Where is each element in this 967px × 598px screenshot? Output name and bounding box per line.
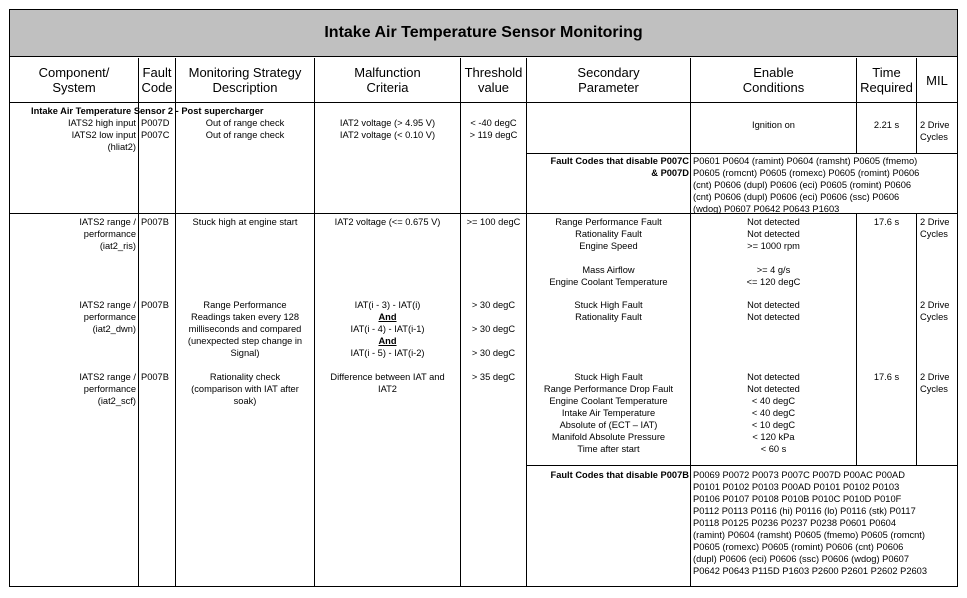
- secondary-text: Time after start: [577, 444, 640, 454]
- disable-codes: P0605 (romcnt) P0605 (romexc) P0605 (romint) P0606: [693, 168, 920, 178]
- secondary-text: Engine Coolant Temperature: [549, 277, 668, 287]
- component-label: performance: [83, 229, 136, 239]
- component-label: IATS2 high input: [67, 118, 136, 128]
- secondary-text: Engine Speed: [579, 241, 638, 251]
- criteria-and: And: [378, 312, 397, 322]
- header-component: Component/ System: [38, 65, 110, 95]
- strategy-text: soak): [233, 396, 257, 406]
- time-text: 17.6 s: [873, 217, 900, 227]
- fault-code: P007B: [141, 372, 169, 382]
- mil-text: 2 Drive: [920, 120, 950, 130]
- strategy-text: Out of range check: [205, 118, 285, 128]
- fault-code: P007C: [141, 130, 170, 140]
- disable-codes: P0069 P0072 P0073 P007C P007D P00AC P00AD: [693, 470, 905, 480]
- enable-text: < 60 s: [760, 444, 787, 454]
- component-label: IATS2 range /: [79, 217, 136, 227]
- disable-codes: (ramint) P0604 (ramsht) P0605 (fmemo) P0605 (romcnt): [693, 530, 925, 540]
- disable-codes: (cnt) P0606 (dupl) P0606 (eci) P0605 (romint) P0606: [693, 180, 912, 190]
- header-fault-code: Fault Code: [141, 65, 173, 95]
- enable-text: < 40 degC: [751, 396, 796, 406]
- strategy-text: Range Performance: [203, 300, 287, 310]
- strategy-text: Signal): [230, 348, 260, 358]
- mil-text: 2 Drive: [920, 372, 950, 382]
- secondary-text: Manifold Absolute Pressure: [551, 432, 666, 442]
- header-enable: Enable Conditions: [742, 65, 805, 95]
- secondary-text: Intake Air Temperature: [561, 408, 656, 418]
- disable-codes: (dupl) P0606 (eci) P0606 (ssc) P0606 (wdog) P0607: [693, 554, 910, 564]
- component-label: (iat2_ris): [99, 241, 136, 251]
- component-label: IATS2 range /: [79, 300, 136, 310]
- disable-codes: P0106 P0107 P0108 P010B P010C P010D P010F: [693, 494, 902, 504]
- mil-text: 2 Drive: [920, 217, 950, 227]
- enable-text: Not detected: [747, 217, 800, 227]
- enable-text: Not detected: [747, 312, 800, 322]
- disable-codes: P0601 P0604 (ramint) P0604 (ramsht) P0605 (fmemo): [693, 156, 918, 166]
- secondary-text: Stuck High Fault: [574, 300, 643, 310]
- component-label: performance: [83, 312, 136, 322]
- header-threshold: Threshold value: [464, 65, 523, 95]
- secondary-text: Range Performance Fault: [555, 217, 662, 227]
- disable-codes: P0118 P0125 P0236 P0237 P0238 P0601 P0604: [693, 518, 896, 528]
- threshold-text: >= 100 degC: [466, 217, 521, 227]
- threshold-text: > 30 degC: [471, 324, 516, 334]
- strategy-text: Readings taken every 128: [190, 312, 300, 322]
- criteria-text: IAT(i - 3) - IAT(i): [354, 300, 421, 310]
- disable-codes: P0605 (romexc) P0605 (romint) P0606 (cnt) P0606: [693, 542, 904, 552]
- threshold-text: < -40 degC: [470, 118, 517, 128]
- strategy-text: milliseconds and compared: [188, 324, 302, 334]
- criteria-text: Difference between IAT and: [330, 372, 445, 382]
- disable-label: Fault Codes that disable P007B: [550, 470, 689, 480]
- criteria-text: IAT2 voltage (< 0.10 V): [339, 130, 436, 140]
- col-divider: [916, 213, 917, 466]
- secondary-text: Range Performance Drop Fault: [543, 384, 674, 394]
- enable-text: >= 4 g/s: [756, 265, 791, 275]
- secondary-text: Absolute of (ECT – IAT): [559, 420, 658, 430]
- fault-code: P007B: [141, 217, 169, 227]
- strategy-text: Out of range check: [205, 130, 285, 140]
- enable-text: Not detected: [747, 384, 800, 394]
- enable-text: < 40 degC: [751, 408, 796, 418]
- mil-text: 2 Drive: [920, 300, 950, 310]
- component-label: (iat2_scf): [97, 396, 136, 406]
- header-criteria: Malfunction Criteria: [354, 65, 421, 95]
- strategy-text: Rationality check: [209, 372, 281, 382]
- criteria-text: IAT2 voltage (<= 0.675 V): [334, 217, 441, 227]
- mil-text: Cycles: [920, 229, 948, 239]
- enable-text: Not detected: [747, 229, 800, 239]
- threshold-text: > 35 degC: [471, 372, 516, 382]
- enable-text: < 120 kPa: [752, 432, 795, 442]
- col-divider: [856, 58, 857, 154]
- component-label: IATS2 low input: [71, 130, 136, 140]
- threshold-text: > 119 degC: [469, 130, 518, 140]
- criteria-and: And: [378, 336, 397, 346]
- secondary-text: Stuck High Fault: [574, 372, 643, 382]
- disable-codes: (wdog) P0607 P0642 P0643 P1603: [693, 204, 840, 214]
- enable-text: <= 120 degC: [746, 277, 801, 287]
- secondary-text: Mass Airflow: [582, 265, 635, 275]
- disable-codes: P0642 P0643 P115D P1603 P2600 P2601 P2602 P2603: [693, 566, 927, 576]
- header-secondary: Secondary Parameter: [577, 65, 640, 95]
- disable-codes: P0101 P0102 P0103 P00AD P0101 P0102 P0103: [693, 482, 900, 492]
- header-strategy: Monitoring Strategy Description: [188, 65, 302, 95]
- component-label: (hliat2): [107, 142, 136, 152]
- table-title: Intake Air Temperature Sensor Monitoring: [10, 10, 957, 57]
- col-divider: [856, 213, 857, 466]
- header-time: Time Required: [860, 65, 913, 95]
- criteria-text: IAT2: [378, 384, 397, 394]
- criteria-text: IAT2 voltage (> 4.95 V): [339, 118, 436, 128]
- enable-text: Not detected: [747, 372, 800, 382]
- header-mil: MIL: [926, 72, 948, 88]
- threshold-text: > 30 degC: [471, 300, 516, 310]
- criteria-text: IAT(i - 4) - IAT(i-1): [350, 324, 425, 334]
- strategy-text: (unexpected step change in: [187, 336, 303, 346]
- strategy-text: (comparison with IAT after: [191, 384, 299, 394]
- time-text: 17.6 s: [873, 372, 900, 382]
- disable-label: & P007D: [651, 168, 689, 178]
- strategy-text: Stuck high at engine start: [192, 217, 298, 227]
- col-divider: [916, 58, 917, 154]
- disable-codes: (cnt) P0606 (dupl) P0606 (eci) P0606 (ssc) P0606: [693, 192, 900, 202]
- section-heading: Intake Air Temperature Sensor 2 - Post supercharger: [31, 106, 264, 116]
- disable-divider-2: [527, 465, 957, 466]
- secondary-text: Rationality Fault: [575, 229, 642, 239]
- fault-code: P007D: [141, 118, 170, 128]
- mil-text: Cycles: [920, 312, 948, 322]
- secondary-text: Engine Coolant Temperature: [549, 396, 668, 406]
- enable-text: < 10 degC: [751, 420, 796, 430]
- component-label: IATS2 range /: [79, 372, 136, 382]
- fault-code: P007B: [141, 300, 169, 310]
- col-divider: [138, 58, 139, 587]
- disable-codes: P0112 P0113 P0116 (hi) P0116 (lo) P0116 (stk) P0117: [693, 506, 916, 516]
- disable-label: Fault Codes that disable P007C: [550, 156, 689, 166]
- mil-text: Cycles: [920, 132, 948, 142]
- enable-text: >= 1000 rpm: [747, 241, 800, 251]
- component-label: performance: [83, 384, 136, 394]
- disable-divider-1: [527, 153, 957, 154]
- threshold-text: > 30 degC: [471, 348, 516, 358]
- criteria-text: IAT(i - 5) - IAT(i-2): [350, 348, 425, 358]
- enable-text: Ignition on: [752, 120, 795, 130]
- enable-text: Not detected: [747, 300, 800, 310]
- secondary-text: Rationality Fault: [575, 312, 642, 322]
- header-divider: [10, 102, 957, 103]
- time-text: 2.21 s: [873, 120, 900, 130]
- component-label: (iat2_dwn): [92, 324, 136, 334]
- mil-text: Cycles: [920, 384, 948, 394]
